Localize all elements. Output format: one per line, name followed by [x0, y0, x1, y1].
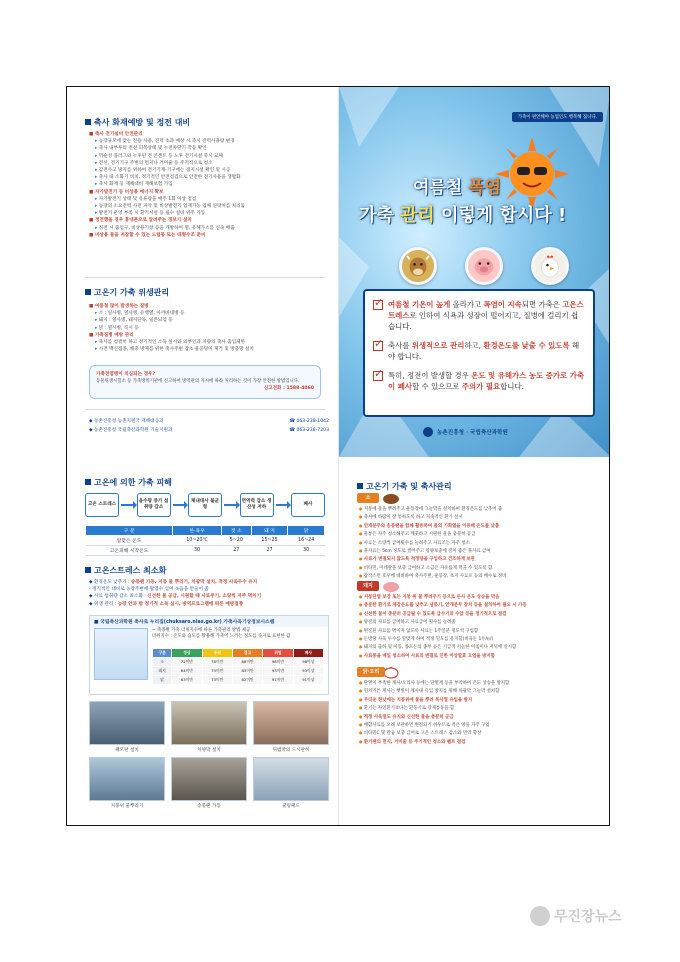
list-item: ● 돼지의 출하 및 이동, 종모돈의 종부 등은 기급적 서늘한 아침이나 저녁에 실시함 — [359, 643, 595, 651]
table-cell: 98미만 — [263, 658, 293, 667]
pig-tag: 돼지 — [357, 581, 379, 591]
table-cell: 91이상 — [293, 676, 323, 685]
list-item: ● 축사에 바람이 잘 통하도록 하고 지속적인 환기 실시 — [359, 513, 595, 521]
flow-step: 고온 스트레스 — [85, 493, 119, 517]
table-cell: 알맞은 온도 — [86, 536, 173, 546]
hygiene-list — [89, 303, 329, 353]
list-item: ● 환기는 자연환기보다는 환풍기로 강제통풍을 함 — [359, 704, 595, 712]
list-item — [89, 579, 329, 586]
list-item: ● 양질의 사료를 급여하고 사료급여 횟수를 늘려줌 — [359, 618, 595, 626]
list-item — [89, 593, 329, 600]
list-heading: ■ 축사 전기설비 안전관리 — [89, 131, 329, 138]
column-header: 젖 소 — [221, 526, 251, 536]
list-item: ● 사료통을 매일 청소하여 사료의 변질로 인한 이상발효 오염을 방지함 — [359, 652, 595, 660]
contact-row: ◆ 농촌진흥청 농촌지원국 재해대응과 ☎ 063-238-1042 — [89, 419, 329, 424]
list-item: ● 배합사료를 오래 보관하면 변질되기 쉬우므로 적은 양을 자주 구입 — [359, 721, 595, 729]
checkbox-icon — [373, 300, 383, 310]
photo-caption: 송풍팬 가동 — [197, 804, 221, 809]
fold-line — [338, 87, 339, 826]
list-item: ● 돈방당 사육 두수를 알맞게 하여 적정 밀도를 유지함(비육돈 1두/㎡) — [359, 635, 595, 643]
list-item: ● 충분한 환기로 체감온도를 낮추고 냉풍기, 안개분무 장치 등을 설치하여 필요 시 가동 — [359, 601, 595, 609]
farm-photo — [171, 757, 247, 801]
column-header: 위험 — [263, 649, 293, 658]
flow-step: 체내대사 불균형 — [188, 493, 222, 517]
list-item: ● 풀사료는 5cm 정도로 썰어주고 영양보충에 질이 좋은 풀사료 급여 — [359, 547, 595, 555]
hen-tag: 닭·오리 — [357, 667, 385, 677]
table-cell: 73미만 — [202, 667, 232, 676]
list-heading: ■ 정전했을 경우 휴대폰으로 알려주는 경보기 설치 — [89, 217, 329, 224]
column-header: 닭 — [288, 526, 325, 536]
column-header: 한·육우 — [173, 526, 222, 536]
cattle-tag: 소 — [357, 493, 379, 503]
website-screenshot-icon — [94, 628, 148, 680]
cow-icon — [399, 247, 437, 285]
list-item: ▸ 닭 : 열사병, 콕시 등 — [89, 325, 329, 332]
list-item: ▸ 농장규모에 맞는 전용 사용, 전력 초과 예상 시 즉시 전력사용량 변경 — [89, 138, 329, 145]
divider — [85, 409, 325, 410]
service-title: ■ 국립축산과학원 축사로 누리집(chuksaro.nias.go.kr) 가축사육기상정보시스템 — [90, 616, 328, 627]
column-header: 경고 — [232, 649, 262, 658]
list-item: ● 사료는 소량씩 급여횟수를 늘려주고 사료조는 자주 청소 — [359, 539, 595, 547]
brochure — [66, 86, 610, 826]
item-emphasis: 신선한 물 공급, 시원할 때 사료주기, 소량씩 자주 먹이기 — [147, 594, 262, 600]
table-cell: 소 — [153, 658, 172, 667]
list-item: ● 적정 사육밀도 유지와 신선한 물을 충분히 공급 — [359, 713, 595, 721]
arrow-icon — [173, 504, 187, 506]
care-title: 고온기 가축 및 축사관리 — [357, 481, 452, 492]
list-item: ● 신선한 물이 충분히 공급될 수 있도록 급수기의 수압 등을 정기적으로 점검 — [359, 610, 595, 618]
damage-flow — [85, 493, 325, 517]
table-cell: 5~20 — [221, 536, 251, 546]
list-heading: ■ 자가발전기 등 비상용 에너지 확보 — [89, 189, 329, 196]
table-cell: 10~20℃ — [173, 536, 222, 546]
key-point: ✓ 축사를 위생적으로 관리하고, 환경온도를 낮출 수 있도록 해야 합니다. — [373, 340, 585, 362]
photo-caption: 패모판 설치 — [115, 748, 139, 753]
column-header: 정상 — [172, 649, 202, 658]
pig-icon — [465, 247, 503, 285]
divider — [85, 277, 325, 278]
cover-tagline: 가축이 편안해야 농업인도 행복해 집니다. — [512, 112, 603, 122]
contact-row: ◆ 농촌진흥청 국립축산과학원 기술지원과 ☎ 063-238-7203 — [89, 428, 329, 433]
damage-title: 고온에 의한 가축 피해 — [85, 477, 172, 488]
list-item: ▸ 축사 내부투의 전선 피복상태 및 누전차단기 작동 확인 — [89, 145, 329, 152]
fire-list — [89, 131, 329, 239]
table-cell: 82미만 — [232, 676, 262, 685]
arrow-icon — [121, 504, 135, 506]
farm-photo — [89, 701, 165, 745]
table-row — [86, 536, 325, 546]
list-item: ● 비타민, 미네랄을 보충 급여하고 소금은 자유롭게 먹을 수 있도록 함 — [359, 564, 595, 572]
list-item: ● 무더운 한낮에는 지붕위에 물을 뿌려 복사열 유입을 방지 — [359, 696, 595, 704]
farm-photo — [171, 701, 247, 745]
farm-photo — [253, 757, 329, 801]
list-heading: ■ 여름철 많이 발생하는 질병 — [89, 303, 329, 310]
pig-list — [359, 593, 595, 660]
table-cell: 15~25 — [251, 536, 288, 546]
list-item: ● 사료가 변질되지 않도록 적정량을 구입하고 건조하게 보관 — [359, 555, 595, 563]
minimize-list — [89, 579, 329, 608]
list-heading: ■ 비상용 물을 저장할 수 있는 드럼통 또는 대형수조 준비 — [89, 232, 329, 239]
minimize-title: 고온스트레스 최소화 — [85, 565, 166, 576]
flow-step: 면역력 감소 생산성 저하 — [240, 493, 274, 517]
photo-grid — [89, 701, 329, 809]
list-item: ▸ 먹순성 플러그와 누후된 전 콘센트 등 노후 전기시설 즉시 교체 — [89, 153, 329, 160]
cover-title-line2: 가축 관리 이렇게 합시다 ! — [359, 205, 567, 226]
notice-call: 신고전화 : 1588-4060 — [263, 386, 314, 391]
farm-photo — [89, 757, 165, 801]
pig-icon — [383, 581, 399, 593]
table-cell: 93미만 — [263, 667, 293, 676]
cow-icon — [383, 493, 399, 505]
table-cell: 30 — [288, 546, 325, 556]
hen-list — [359, 679, 595, 746]
rda-logo-icon — [423, 427, 433, 437]
photo-card — [253, 701, 329, 753]
table-row — [153, 676, 324, 685]
photo-card — [171, 757, 247, 809]
photo-card — [89, 701, 165, 753]
list-item: ● 변질된 사료를 먹이지 않도록 사료는 1주일분 정도씩 구입함 — [359, 627, 595, 635]
table-cell: 91미만 — [263, 676, 293, 685]
service-line: ~ 축종별 가축 더위지수에 따른 가축관리 방법 제공 — [152, 628, 251, 633]
list-item — [89, 586, 329, 593]
table-cell: 88미만 — [232, 658, 262, 667]
table-cell: 고온피해 시작온도 — [86, 546, 173, 556]
list-item: ▸ 정전 시 출입구, 비상용기창 등을 개방하여 열, 유해가스를 신속 배출 — [89, 225, 329, 232]
table-header-row — [153, 649, 324, 658]
cover-footer: 농촌진흥청 · 국립축산과학원 — [423, 427, 508, 437]
disease-notice — [89, 365, 321, 399]
table-cell: 78미만 — [202, 658, 232, 667]
table-cell: 63미만 — [172, 676, 202, 685]
table-cell: 83미만 — [232, 667, 262, 676]
table-cell: 돼지 — [153, 667, 172, 676]
list-item: ● 비타민C 및 칼슘 보충 급여로 고온 스트레스 감소와 면역 향상 — [359, 729, 595, 737]
chicken-icon — [531, 247, 569, 285]
list-item: ● 지붕에 물을 뿌려주고 운동장에 그늘막을 설치하여 환경온도를 낮추어 줌 — [359, 505, 595, 513]
cattle-list — [359, 505, 595, 581]
flow-step: 폐사 — [291, 493, 325, 517]
service-line: 더위지수 : 온도와 습도를 활용해 가축이 느끼는 정도를 숫자로 표현한 값 — [152, 634, 291, 639]
item-lead: ◆ 사료 섭취량 감소 최소화 : — [89, 594, 148, 600]
checkbox-icon — [373, 371, 383, 381]
list-item: ▸ 사전 백신접종, 해충 방제를 위한 축사주변 잡초·물웅덩이 제거 및 방충망 설치 — [89, 346, 329, 353]
table-cell: 16~24 — [288, 536, 325, 546]
fire-section-title: 축사 화재예방 및 정전 대비 — [85, 117, 190, 128]
list-item: ▸ 축사 화재 등 재해대비 재해보험 가입 — [89, 181, 329, 188]
table-cell: 93이상 — [293, 667, 323, 676]
key-point: ✓ 특히, 정전이 발생할 경우 온도 및 유해가스 농도 증가로 가축이 폐사할 수 있으므로 주의가 필요합니다. — [373, 370, 585, 392]
key-point: ✓ 여름철 기온이 높게 올라가고 폭염이 지속되면 가축은 고온스트레스로 인하여 식욕과 성장이 떨어지고, 질병에 걸리기 쉽습니다. — [373, 299, 585, 332]
list-item: ● 물통은 자주 청소해주고 깨끗하고 시원한 물을 충분히 공급 — [359, 530, 595, 538]
list-item: ▸ 발전기 운영 부족 시 환기시설 등 필수 설비 위주 가동 — [89, 210, 329, 217]
table-header-row — [86, 526, 325, 536]
arrow-icon — [276, 504, 290, 506]
photo-caption: 뒤범막의 드시판히 — [272, 748, 310, 753]
list-item: ▸ 전선, 전기기구 주변의 먼지나 거미줄 등 주기적으로 청소 — [89, 160, 329, 167]
item-emphasis: 농장 안과 밖 정기적 소독 실시, 방역프로그램에 따른 예방접종 — [117, 601, 244, 607]
list-heading: ■ 가축질병 예방 관리 — [89, 332, 329, 339]
table-cell: 30 — [173, 546, 222, 556]
photo-card — [171, 701, 247, 753]
item-lead: ◆ 환경온도 낮추기 : — [89, 580, 131, 585]
notice-body: 동물위생시험소 등 가축방역기관에 신고하여 방역관의 지시에 따라 처리하는 것이 가장 안전한 방법입니다. — [96, 379, 300, 384]
column-header: 돼 지 — [251, 526, 288, 536]
service-box — [89, 615, 329, 695]
list-item: ● 지붕단열 보강 또는 지붕 위 물 뿌려주기 등으로 돈사 온도 상승을 막음 — [359, 593, 595, 601]
watermark: 무진장뉴스 — [530, 906, 622, 926]
column-header: 구 분 — [86, 526, 173, 536]
table-cell: 64미만 — [172, 667, 202, 676]
panel-heat-damage — [67, 457, 339, 826]
table-row — [153, 667, 324, 676]
arrow-icon — [224, 504, 238, 506]
list-item — [89, 601, 329, 608]
list-item: ▸ 감전사고 방지를 위하여 전기기계·기구에는 접지시설 확인 및 시공 — [89, 167, 329, 174]
table-cell: 27 — [251, 546, 288, 556]
item-emphasis: 송풍팬 가동, 지붕 물 뿌리기, 차광막 설치, 적정 사육두수 유지 — [131, 580, 258, 585]
panel-fire-prevention — [67, 87, 339, 457]
table-cell: 닭 — [153, 676, 172, 685]
list-item: ▸ 돼지 : 열사병, 돼지단독, 일본뇌염 등 — [89, 317, 329, 324]
flow-step: 음수량 증가 섭취량 감소 — [137, 493, 171, 517]
column-header: 주의 — [202, 649, 232, 658]
chicken-icon — [383, 667, 399, 679]
item-lead: - 정기적인 대비로 농장주변에 활엽수 심어 녹음을 만들어 줌 — [89, 587, 209, 593]
photo-caption: 차양막 설치 — [197, 748, 221, 753]
photo-card — [89, 757, 165, 809]
table-cell: 98이상 — [293, 658, 323, 667]
temperature-table — [85, 525, 325, 556]
list-item: ● 윈치커튼 계사는 햇빛이 계사내 유입 방지를 위해 차광막 그늘막 설치함 — [359, 687, 595, 695]
item-lead: ◆ 위생 관리 : — [89, 601, 118, 607]
photo-caption: 쿨링패드 — [282, 804, 300, 809]
column-header: 폐사 — [293, 649, 323, 658]
heat-index-table — [152, 648, 324, 685]
watermark-logo-icon — [530, 906, 550, 926]
cover-key-points — [363, 289, 595, 417]
list-item: ▸ 농장의 소요전력 사전 파악 및 비상발전기 업재가능 업체 연락처를 처리둠 — [89, 203, 329, 210]
photo-caption: 지붕위 물뿌리기 — [110, 804, 144, 809]
hygiene-section-title: 고온기 가축 위생관리 — [85, 287, 169, 298]
list-item: ● 갑작스런 호우에 대비하여 축사주변, 운동장, 초지 사료포 등의 배수로 정비 — [359, 572, 595, 580]
animal-icons — [399, 247, 569, 285]
list-item: ● 환기팬의 먼지, 거미줄 등 주기적인 청소와 벨트 점검 — [359, 738, 595, 746]
photo-card — [253, 757, 329, 809]
table-cell: 72미만 — [172, 658, 202, 667]
notice-title: 가축전염병이 의심되는 경우? — [96, 372, 156, 377]
list-item: ● 단열이 부족한 계사/오리사 등에는 단열재 등을 부착하여 온도 상승을 방지함 — [359, 679, 595, 687]
panel-care — [339, 457, 610, 826]
sun-sunglasses-icon — [495, 137, 569, 211]
checkbox-icon — [373, 341, 383, 351]
list-item: ● 안개분무와 송풍팬을 함께 활용하여 몸의 기화열을 이용해 온도를 낮춤 — [359, 522, 595, 530]
list-item: ▸ 자가발전기 상태 및 유류량을 매주 1회 이상 점검 — [89, 196, 329, 203]
column-header: 구분 — [153, 649, 172, 658]
list-item: ▸ 축사를 청결히 하고 정기적인 소독 실시와 외부인과 차량의 축사 출입제한 — [89, 339, 329, 346]
contacts — [89, 417, 329, 435]
list-item: ▸ 축사 내 소화기 비치, 정기적인 안전점검으로 안전한 전기사용을 생활화 — [89, 174, 329, 181]
list-item: ▸ 소 : 일사병, 열사병, 유행열, 아까바네병 등 — [89, 310, 329, 317]
farm-photo — [253, 701, 329, 745]
table-cell: 27 — [221, 546, 251, 556]
table-cell: 73미만 — [202, 676, 232, 685]
panel-cover — [339, 87, 610, 457]
table-row — [153, 658, 324, 667]
cover-title-line1: 여름철 폭염 — [413, 178, 502, 198]
table-row — [86, 546, 325, 556]
